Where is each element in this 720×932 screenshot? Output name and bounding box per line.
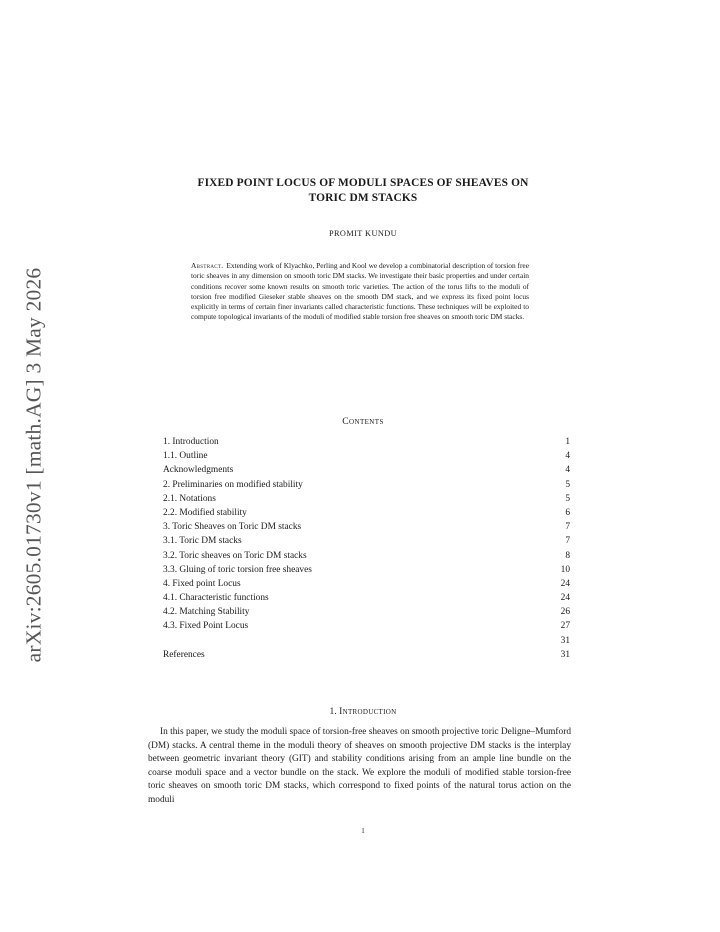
- title-line-1: FIXED POINT LOCUS OF MODULI SPACES OF SHEAVES ON: [197, 177, 529, 189]
- toc-entry-label: 4.1. Characteristic functions: [163, 593, 269, 604]
- section-heading: [148, 706, 578, 717]
- toc-entry-page: 1: [565, 437, 570, 447]
- toc-entry-label: 3. Toric Sheaves on Toric DM stacks: [163, 522, 302, 533]
- author-name: PROMIT KUNDU: [328, 229, 398, 238]
- arxiv-identifier: arXiv:2605.01730v1 [math.AG] 3 May 2026: [21, 267, 46, 663]
- toc-entry-label: 3.3. Gluing of toric torsion free sheaves: [163, 564, 312, 575]
- toc-entry[interactable]: [163, 492, 570, 506]
- section-title: Introduction: [339, 706, 397, 717]
- toc-entry-label: 4.2. Matching Stability: [163, 607, 250, 618]
- table-of-contents: [163, 435, 570, 662]
- toc-entry-label: 1.1. Outline: [163, 451, 208, 462]
- toc-entry-label: 1. Introduction: [163, 437, 219, 447]
- toc-entry[interactable]: [163, 506, 570, 520]
- toc-entry-label: 2.2. Modified stability: [163, 507, 247, 518]
- abstract-text: Extending work of Klyachko, Perling and Kool we develop a combinatorial description of torsion free toric sheaves in any dimension on smooth toric DM stacks. We investigate their basic properties and under certain conditions recover some known results on smooth toric varieties. The action of the torus lifts to the moduli of torsion free modified Gieseker stable sheaves on the smooth DM stack, and we express its fixed point locus explicitly in terms of certain finer invariants called characteristic functions. These techniques will be exploited to compute topological invariants of the moduli of modified stable torsion free sheaves on smooth toric DM stacks.: [191, 261, 529, 322]
- toc-entry[interactable]: [163, 634, 570, 648]
- toc-entry-page: 8: [565, 550, 570, 561]
- toc-entry-page: 24: [560, 593, 570, 604]
- toc-entry-label: 3.2. Toric sheaves on Toric DM stacks: [163, 550, 307, 561]
- toc-entry[interactable]: [163, 520, 570, 534]
- toc-entry-page: 7: [565, 536, 570, 547]
- abstract: [191, 261, 529, 323]
- toc-entry-label: 3.1. Toric DM stacks: [163, 536, 242, 547]
- section-number: 1.: [329, 706, 337, 717]
- toc-entry-page: 24: [560, 578, 570, 589]
- toc-entry-label: References: [163, 649, 205, 660]
- toc-entry[interactable]: [163, 591, 570, 605]
- toc-entry[interactable]: [163, 534, 570, 548]
- toc-entry[interactable]: [163, 648, 570, 662]
- contents-heading: Contents: [342, 416, 384, 427]
- toc-entry-label: 4.3. Fixed Point Locus: [163, 621, 249, 632]
- section-body: [148, 726, 571, 808]
- toc-entry-page: 27: [560, 621, 570, 632]
- paper-title: [148, 176, 578, 205]
- toc-entry-page: 31: [560, 649, 570, 660]
- toc-entry-label: Acknowledgments: [163, 465, 234, 476]
- intro-paragraph: In this paper, we study the moduli space of torsion-free sheaves on smooth projective toric Deligne–Mumford (DM) stacks. A central theme in the moduli theory of sheaves on smooth projective DM stacks is the interplay between geometric invariant theory (GIT) and stability conditions arising from an ample line bundle on the coarse moduli space and a vector bundle on the stack. We explore the moduli of modified stable torsion-free toric sheaves on smooth toric DM stacks, which correspond to fixed points of the natural torus action on the moduli: [148, 727, 571, 805]
- toc-entry-page: 5: [565, 493, 570, 504]
- abstract-label: Abstract.: [191, 261, 224, 270]
- toc-entry[interactable]: [163, 435, 570, 449]
- toc-entry[interactable]: [163, 549, 570, 563]
- toc-entry-page: 26: [560, 607, 570, 618]
- toc-entry-page: 5: [565, 479, 570, 490]
- toc-entry-label: 4. Fixed point Locus: [163, 578, 241, 589]
- toc-entry[interactable]: [163, 605, 570, 619]
- toc-entry[interactable]: [163, 563, 570, 577]
- toc-entry[interactable]: [163, 619, 570, 633]
- toc-entry[interactable]: [163, 449, 570, 463]
- toc-entry-page: 4: [565, 465, 570, 476]
- page-number: 1: [361, 827, 365, 835]
- toc-entry-page: 31: [560, 635, 570, 646]
- toc-entry-page: 4: [565, 451, 570, 462]
- toc-entry-page: 6: [565, 507, 570, 518]
- toc-entry-page: 10: [560, 564, 570, 575]
- toc-entry[interactable]: [163, 478, 570, 492]
- toc-entry-page: 7: [565, 522, 570, 533]
- title-line-2: TORIC DM STACKS: [308, 191, 418, 204]
- toc-entry-label: 2.1. Notations: [163, 493, 216, 504]
- toc-entry-label: 2. Preliminaries on modified stability: [163, 479, 303, 490]
- toc-entry[interactable]: [163, 463, 570, 477]
- toc-entry[interactable]: [163, 577, 570, 591]
